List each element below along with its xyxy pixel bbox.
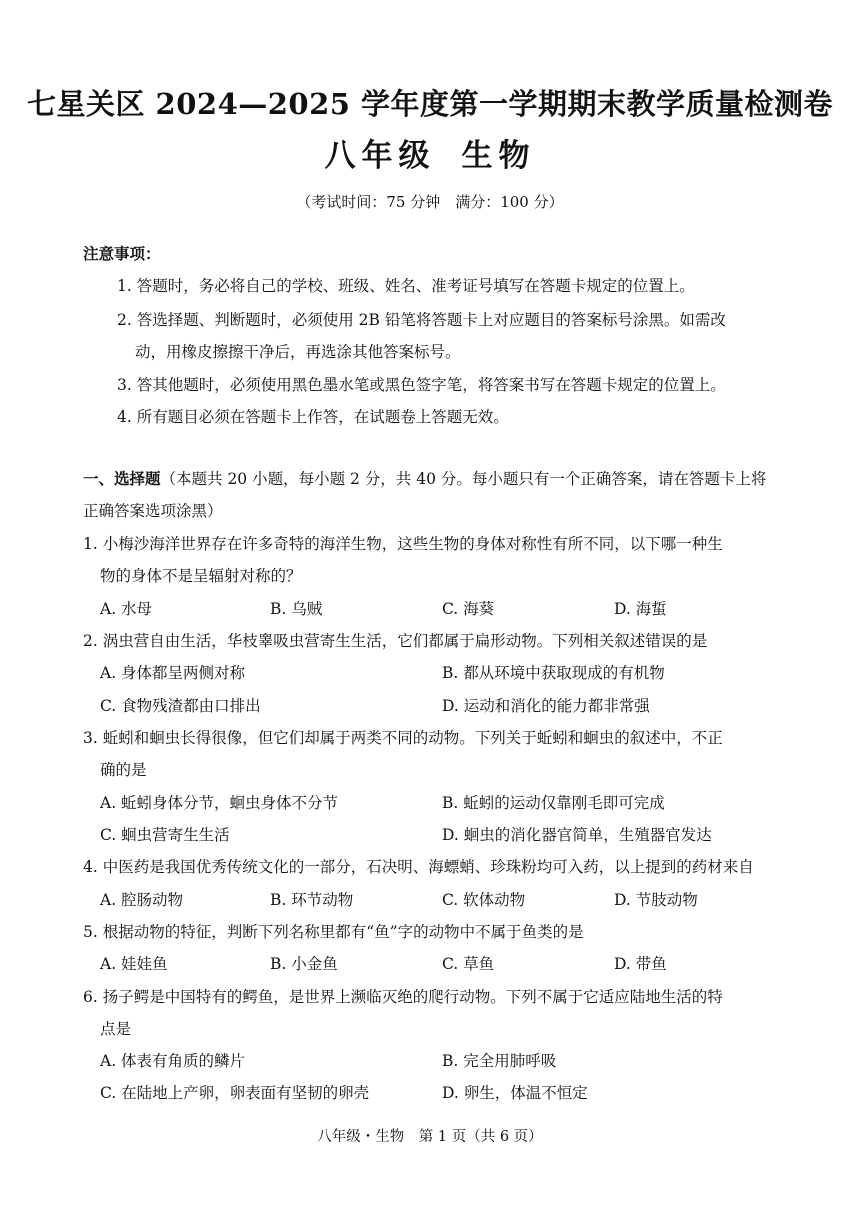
option-c: C. 软体动物: [442, 891, 526, 909]
section-header: [83, 467, 766, 489]
exam-subtitle: [0, 130, 860, 175]
option-a: A. 体表有角质的鳞片: [100, 1052, 246, 1070]
notice-item: 1. 答题时，务必将自己的学校、班级、姓名、准考证号填写在答题卡规定的位置上。: [117, 277, 695, 295]
option-a: A. 娃娃鱼: [100, 955, 168, 973]
option-b: B. 乌贼: [270, 600, 323, 618]
question-stem-continued: 点是: [100, 1020, 132, 1038]
option-a: A. 腔肠动物: [100, 891, 184, 909]
option-b: B. 蚯蚓的运动仅靠刚毛即可完成: [442, 794, 665, 812]
notice-title: 注意事项：: [83, 245, 161, 263]
section-label: 一、选择题: [83, 470, 161, 488]
question-stem: 4. 中医药是我国优秀传统文化的一部分，石决明、海螵蛸、珍珠粉均可入药，以上提到的药材来自: [83, 858, 754, 876]
notice-item: 3. 答其他题时，必须使用黑色墨水笔或黑色签字笔，将答案书写在答题卡规定的位置上。: [117, 376, 726, 394]
page-footer: 八年级・生物 第 1 页（共 6 页）: [317, 1129, 543, 1145]
option-b: B. 小金鱼: [270, 955, 338, 973]
option-c: C. 食物残渣都由口排出: [100, 697, 261, 715]
notice-item-continued: 动，用橡皮擦擦干净后，再选涂其他答案标号。: [135, 343, 461, 361]
section-desc: （本题共 20 小题，每小题 2 分，共 40 分。每小题只有一个正确答案，请在答题卡上将: [160, 470, 767, 488]
notice-item: 4. 所有题目必须在答题卡上作答，在试题卷上答题无效。: [117, 408, 509, 426]
option-b: B. 环节动物: [270, 891, 354, 909]
option-b: B. 完全用肺呼吸: [442, 1052, 557, 1070]
option-c: C. 海葵: [442, 600, 495, 618]
question-stem: 1. 小梅沙海洋世界存在许多奇特的海洋生物，这些生物的身体对称性有所不同，以下哪一种生: [83, 535, 723, 553]
option-a: A. 水母: [100, 600, 153, 618]
question-stem: 6. 扬子鳄是中国特有的鳄鱼，是世界上濒临灭绝的爬行动物。下列不属于它适应陆地生活的特: [83, 988, 723, 1006]
subject-label: 生物: [461, 138, 536, 174]
question-stem-continued: 确的是: [100, 761, 147, 779]
question-stem-continued: 物的身体不是呈辐射对称的？: [100, 567, 302, 585]
option-d: D. 卵生，体温不恒定: [442, 1084, 588, 1102]
option-c: C. 草鱼: [442, 955, 495, 973]
question-stem: 2. 涡虫营自由生活，华枝睾吸虫营寄生生活，它们都属于扁形动物。下列相关叙述错误的是: [83, 632, 708, 650]
question-stem: 5. 根据动物的特征，判断下列名称里都有“鱼”字的动物中不属于鱼类的是: [83, 923, 584, 941]
option-d: D. 节肢动物: [614, 891, 698, 909]
option-c: C. 在陆地上产卵，卵表面有坚韧的卵壳: [100, 1084, 370, 1102]
option-a: A. 身体都呈两侧对称: [100, 664, 246, 682]
option-d: D. 运动和消化的能力都非常强: [442, 697, 650, 715]
option-d: D. 海蜇: [614, 600, 667, 618]
section-desc-continued: 正确答案选项涂黑）: [83, 502, 223, 520]
exam-info: （考试时间：75 分钟 满分：100 分）: [296, 193, 564, 211]
grade-label: 八年级: [324, 138, 436, 174]
notice-item: 2. 答选择题、判断题时，必须使用 2B 铅笔将答题卡上对应题目的答案标号涂黑。如需改: [117, 311, 726, 329]
exam-title: 七星关区 2024—2025 学年度第一学期期末教学质量检测卷: [26, 87, 834, 121]
option-b: B. 都从环境中获取现成的有机物: [442, 664, 665, 682]
option-d: D. 蛔虫的消化器官简单，生殖器官发达: [442, 826, 712, 844]
question-stem: 3. 蚯蚓和蛔虫长得很像，但它们却属于两类不同的动物。下列关于蚯蚓和蛔虫的叙述中，不正: [83, 729, 723, 747]
option-d: D. 带鱼: [614, 955, 667, 973]
option-c: C. 蛔虫营寄生生活: [100, 826, 230, 844]
option-a: A. 蚯蚓身体分节，蛔虫身体不分节: [100, 794, 339, 812]
